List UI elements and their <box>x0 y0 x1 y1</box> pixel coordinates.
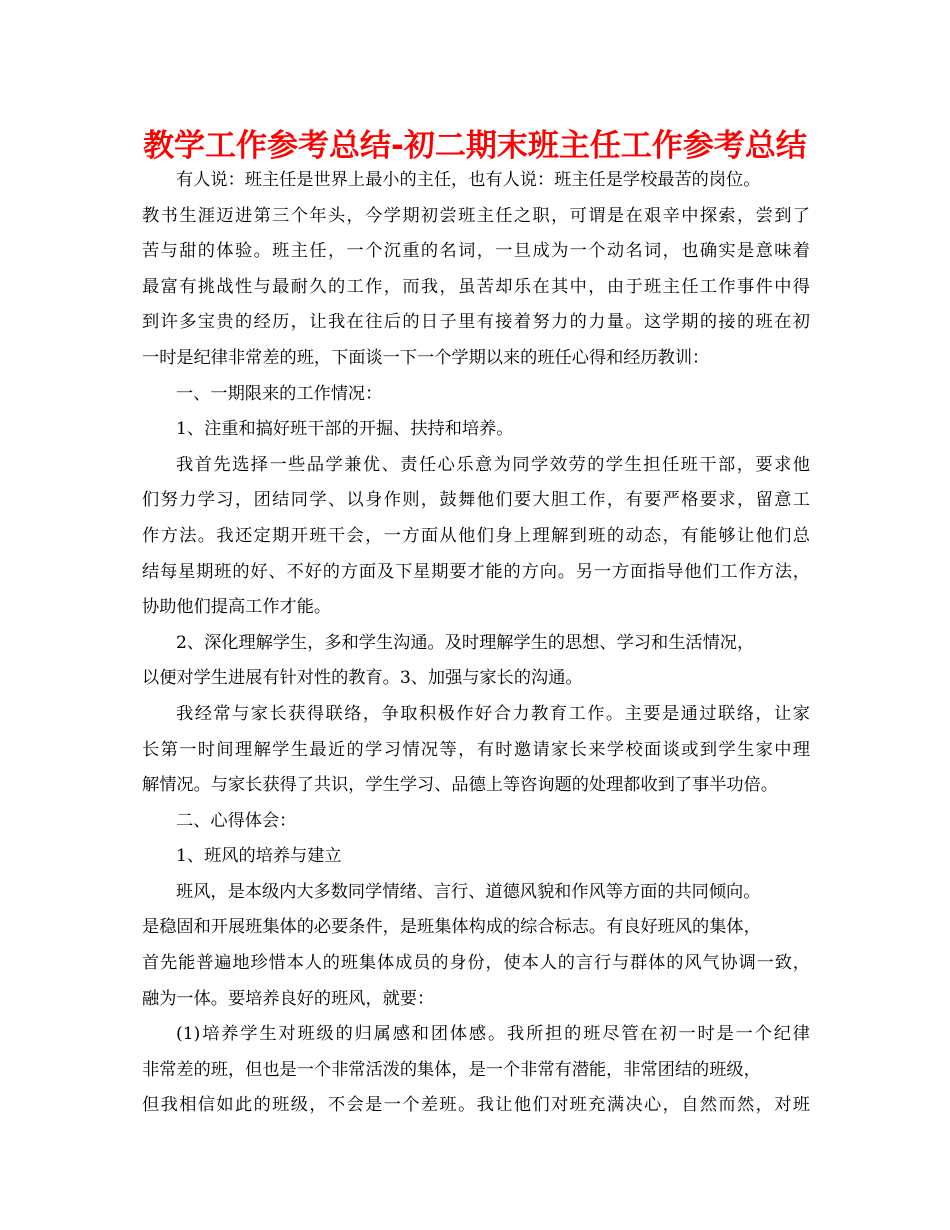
body-line: 作方法。我还定期开班干会，一方面从他们身上理解到班的动态，有能够让他们总 <box>142 525 810 546</box>
body-line: 我首先选择一些品学兼优、责任心乐意为同学效劳的学生担任班干部，要求他 <box>176 454 810 475</box>
body-line: 班风，是本级内大多数同学情绪、言行、道德风貌和作风等方面的共同倾向。 <box>176 881 761 902</box>
document-body <box>142 163 810 1124</box>
body-line: 最富有挑战性与最耐久的工作，而我，虽苦却乐在其中，由于班主任工作事件中得 <box>142 276 810 297</box>
body-line: 以便对学生进展有针对性的教育。3、加强与家长的沟通。 <box>142 668 583 689</box>
body-line: 长第一时间理解学生最近的学习情况等，有时邀请家长来学校面谈或到学生家中理 <box>142 739 810 760</box>
body-line: 解情况。与家长获得了共识，学生学习、品德上等咨询题的处理都收到了事半功倍。 <box>142 775 778 796</box>
body-line: 我经常与家长获得联络，争取积极作好合力教育工作。主要是通过联络，让家 <box>176 703 810 724</box>
body-line: 协助他们提高工作才能。 <box>142 597 332 618</box>
body-line: 到许多宝贵的经历，让我在往后的日子里有接着努力的力量。这学期的接的班在初 <box>142 312 810 333</box>
body-line: 2、深化理解学生，多和学生沟通。及时理解学生的思想、学习和生活情况， <box>176 632 755 653</box>
section-heading: 二、心得体会： <box>176 810 297 831</box>
body-line: 教书生涯迈进第三个年头，今学期初尝班主任之职，可谓是在艰辛中探索，尝到了 <box>142 205 810 226</box>
body-line: 但我相信如此的班级，不会是一个差班。我让他们对班充满决心，自然而然，对班 <box>142 1095 810 1116</box>
body-line: 非常差的班，但也是一个非常活泼的集体，是一个非常有潜能，非常团结的班级， <box>142 1059 761 1080</box>
body-line: (1)培养学生对班级的归属感和团体感。我所担的班尽管在初一时是一个纪律 <box>176 1024 810 1045</box>
section-heading: 一、一期限来的工作情况： <box>176 383 383 404</box>
body-line: 一时是纪律非常差的班，下面谈一下一个学期以来的班任心得和经历教训： <box>142 347 710 368</box>
body-line: 们努力学习，团结同学、以身作则，鼓舞他们要大胆工作，有要严格要求，留意工 <box>142 490 810 511</box>
document-title: 教学工作参考总结-初二期末班主任工作参考总结 <box>143 128 807 164</box>
body-line: 结每星期班的好、不好的方面及下星期要才能的方向。另一方面指导他们工作方法， <box>142 561 810 582</box>
body-line: 苦与甜的体验。班主任，一个沉重的名词，一旦成为一个动名词，也确实是意味着 <box>142 241 810 262</box>
subsection-heading: 1、注重和搞好班干部的开掘、扶持和培养。 <box>176 419 514 440</box>
body-line: 首先能普遍地珍惜本人的班集体成员的身份，使本人的言行与群体的风气协调一致， <box>142 953 810 974</box>
subsection-heading: 1、班风的培养与建立 <box>176 846 342 867</box>
body-line: 融为一体。要培养良好的班风，就要： <box>142 988 435 1009</box>
body-line: 有人说：班主任是世界上最小的主任，也有人说：班主任是学校最苦的岗位。 <box>176 170 761 190</box>
body-line: 是稳固和开展班集体的必要条件，是班集体构成的综合标志。有良好班风的集体， <box>142 917 761 938</box>
